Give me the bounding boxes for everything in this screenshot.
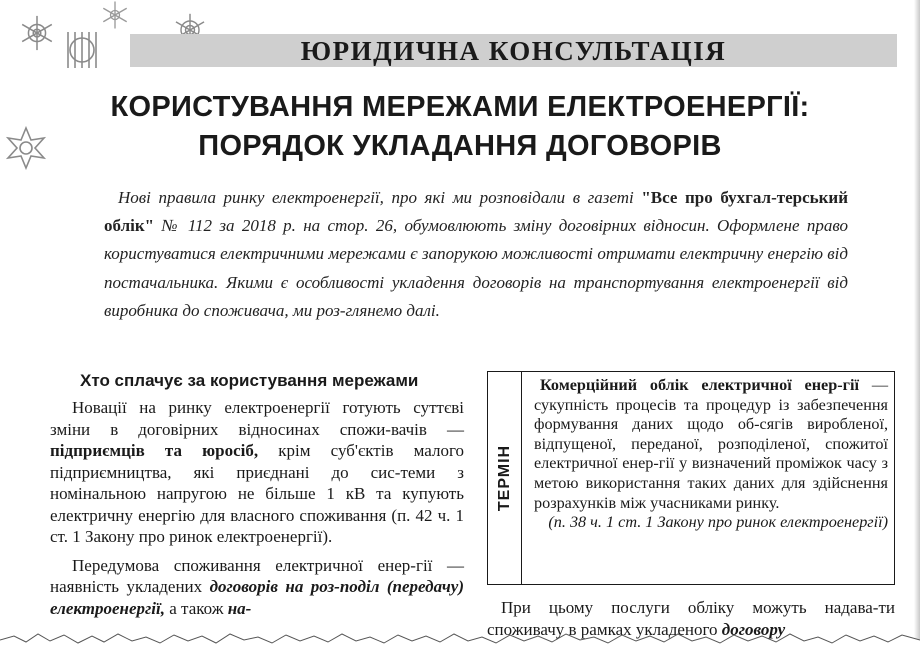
article-lead [104, 184, 848, 325]
lead-publication-name: "Все про бухгал-терський облік" [104, 188, 849, 236]
paragraph-3-text: При цьому послуги обліку можуть надава-ти споживачу в рамках укладеного [487, 598, 895, 639]
article-title [60, 88, 860, 166]
term-definition [534, 376, 888, 513]
paragraph-2-bold-italic: договорів на роз-поділ (передачу) електроенергії, [50, 577, 465, 618]
term-tab [488, 372, 522, 584]
term-name: Комерційний облік електричної енер-гії [540, 376, 859, 394]
article-title-line-1: КОРИСТУВАННЯ МЕРЕЖАМИ ЕЛЕКТРОЕНЕРГІЇ: [110, 91, 810, 123]
snowflake-icon [4, 126, 48, 170]
paragraph-2 [50, 555, 464, 620]
paragraph-2-bold-italic-2: на- [227, 598, 252, 618]
lead-text-2: № 112 за 2018 р. на стор. 26, обумовлюють зміну договірних відносин. Оформлене право користуватися електричними мережами є запорукою можливості отримати електричну енергію від постачальника. Якими є особливості укладення договорів на транспортування електроенергії від виробника до споживача, ми роз-глянемо далі. [104, 216, 848, 320]
torn-edge [0, 626, 920, 658]
paragraph-1-bold: підприємців та юросіб, [50, 441, 259, 460]
lead-text-1: Нові правила ринку електроенергії, про які ми розповідали в газеті [118, 188, 642, 207]
term-definition-text: — сукупність процесів та процедур із забезпечення формування даних щодо об-сягів виробленої, відпущеної, переданої, розподіленої, спожитої електричної енер-гії у визначений проміжок часу з метою використання таких даних для здійснення розрахунків між учасниками ринку. [534, 376, 888, 512]
term-definition-box [487, 371, 895, 585]
snowflake-icon [18, 14, 56, 52]
term-reference: (п. 38 ч. 1 ст. 1 Закону про ринок електроенергії) [548, 513, 888, 532]
section-header-title: ЮРИДИЧНА КОНСУЛЬТАЦІЯ [300, 36, 727, 66]
paragraph-2-text-2: а також [165, 598, 228, 618]
article-title-line-2: ПОРЯДОК УКЛАДАННЯ ДОГОВОРІВ [198, 130, 722, 162]
paragraph-1-text: Новації на ринку електроенергії готують суттєві зміни в договірних відносинах спожи-вачів — [50, 398, 464, 439]
term-body [534, 376, 888, 533]
left-column [50, 397, 464, 619]
snowflake-icon [100, 0, 130, 30]
paragraph-2-text: Передумова споживання електричної енер-гії — наявність укладених [50, 555, 464, 596]
paragraph-1-text-2: крім суб'єктів малого підприємництва, які приєднані до сис-теми з номінальною напругою не більше 1 кВ та купують електричну енергію для власного споживання (п. 42 ч. 1 ст. 1 Закону про ринок електроенергії). [50, 441, 464, 546]
snowflake-icon [58, 30, 106, 70]
paragraph-3-bold-italic: договору [721, 619, 786, 639]
section-heading: Хто сплачує за користування мережами [80, 371, 419, 390]
page-edge-shadow [914, 0, 920, 658]
paragraph-1 [50, 397, 464, 548]
term-tab-label: ТЕРМІН [495, 444, 513, 512]
